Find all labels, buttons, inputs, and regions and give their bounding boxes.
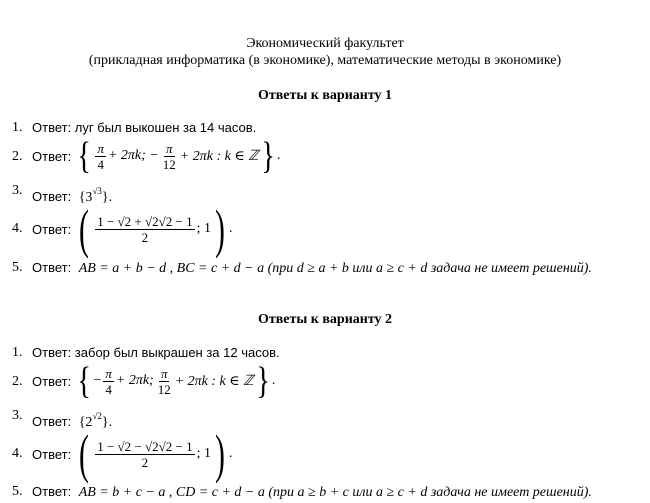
item-number: 5. (12, 260, 23, 275)
interval-tail: ; 1 (196, 221, 211, 236)
item-number: 1. (12, 120, 23, 135)
variant-2-title: Ответы к варианту 2 (257, 312, 393, 327)
left-paren: ( (79, 199, 90, 259)
fraction (95, 141, 106, 172)
answer-lead: Ответ: (32, 484, 72, 499)
answer-lead: Ответ: (32, 221, 72, 237)
closing-punct: }. (101, 415, 113, 430)
fraction-numerator: π (166, 140, 173, 156)
left-brace: { (77, 360, 92, 402)
fraction-numerator: π (97, 140, 104, 156)
variant-1-title: Ответы к варианту 1 (257, 88, 393, 103)
answer-text: AB = a + b − d , BC = c + d − a (при d ≥ a + b или a ≥ c + d задача не имеет решений). (78, 261, 592, 276)
answer-text: Ответ: луг был выкошен за 14 часов. (32, 120, 257, 135)
closing-punct: . (276, 148, 281, 163)
item-number: 3. (12, 183, 23, 198)
answer-lead: Ответ: (32, 373, 72, 389)
right-brace: } (260, 135, 275, 177)
answer-text: AB = b + c − a , CD = c + d − a (при a ≥ b + c или a ≥ c + d задача не имеет решений). (78, 485, 592, 500)
closing-punct: }. (101, 190, 113, 205)
fraction (103, 366, 114, 397)
item-number: 1. (12, 345, 23, 360)
right-paren: ) (215, 424, 225, 484)
power-exponent: √3 (92, 186, 102, 196)
set-sign: − (93, 373, 102, 388)
power-base: {2 (78, 415, 93, 430)
variant-1-item-4 (32, 199, 233, 259)
fraction-numerator: 1 − √2 − √2√2 − 1 (97, 438, 193, 454)
fraction-numerator: π (160, 365, 168, 381)
fraction (95, 439, 194, 470)
set-middle: + 2πk; (115, 373, 154, 388)
item-number: 4. (12, 446, 23, 461)
fraction-denominator: 12 (162, 156, 176, 172)
interval-tail: ; 1 (196, 446, 211, 461)
fraction-denominator: 12 (157, 381, 171, 397)
variant-2-item-2 (32, 361, 275, 401)
set-tail: + 2πk : k ∈ ℤ (179, 148, 259, 164)
fraction (161, 141, 178, 172)
power-exponent: √2 (92, 411, 102, 421)
answer-lead: Ответ: (32, 260, 72, 275)
right-brace: } (255, 360, 270, 402)
item-number: 2. (12, 149, 23, 164)
program-heading: (прикладная информатика (в экономике), математические методы в экономике) (88, 53, 562, 68)
fraction-denominator: 2 (141, 454, 149, 470)
variant-1-item-2 (32, 136, 280, 176)
answer-lead: Ответ: (32, 446, 72, 462)
answer-lead: Ответ: (32, 189, 72, 204)
closing-punct: . (228, 446, 233, 461)
fraction-denominator: 2 (141, 229, 149, 245)
item-number: 4. (12, 221, 23, 236)
power-base: {3 (78, 190, 93, 205)
fraction-denominator: 4 (97, 156, 104, 172)
fraction-numerator: 1 − √2 + √2√2 − 1 (97, 213, 193, 229)
answer-lead: Ответ: (32, 148, 72, 164)
set-middle: + 2πk; − (107, 148, 159, 163)
set-tail: + 2πk : k ∈ ℤ (174, 373, 254, 389)
item-number: 3. (12, 408, 23, 423)
fraction (156, 366, 173, 397)
closing-punct: . (228, 221, 233, 236)
answer-lead: Ответ: (32, 414, 72, 429)
left-paren: ( (79, 424, 90, 484)
right-paren: ) (215, 199, 225, 259)
fraction-numerator: π (105, 365, 112, 381)
variant-2-item-4 (32, 424, 233, 484)
answer-text: Ответ: забор был выкрашен за 12 часов. (32, 345, 280, 360)
left-brace: { (77, 135, 92, 177)
faculty-heading: Экономический факультет (246, 36, 404, 51)
closing-punct: . (271, 373, 276, 388)
fraction-denominator: 4 (105, 381, 112, 397)
item-number: 2. (12, 374, 23, 389)
fraction (95, 214, 194, 245)
item-number: 5. (12, 484, 23, 499)
